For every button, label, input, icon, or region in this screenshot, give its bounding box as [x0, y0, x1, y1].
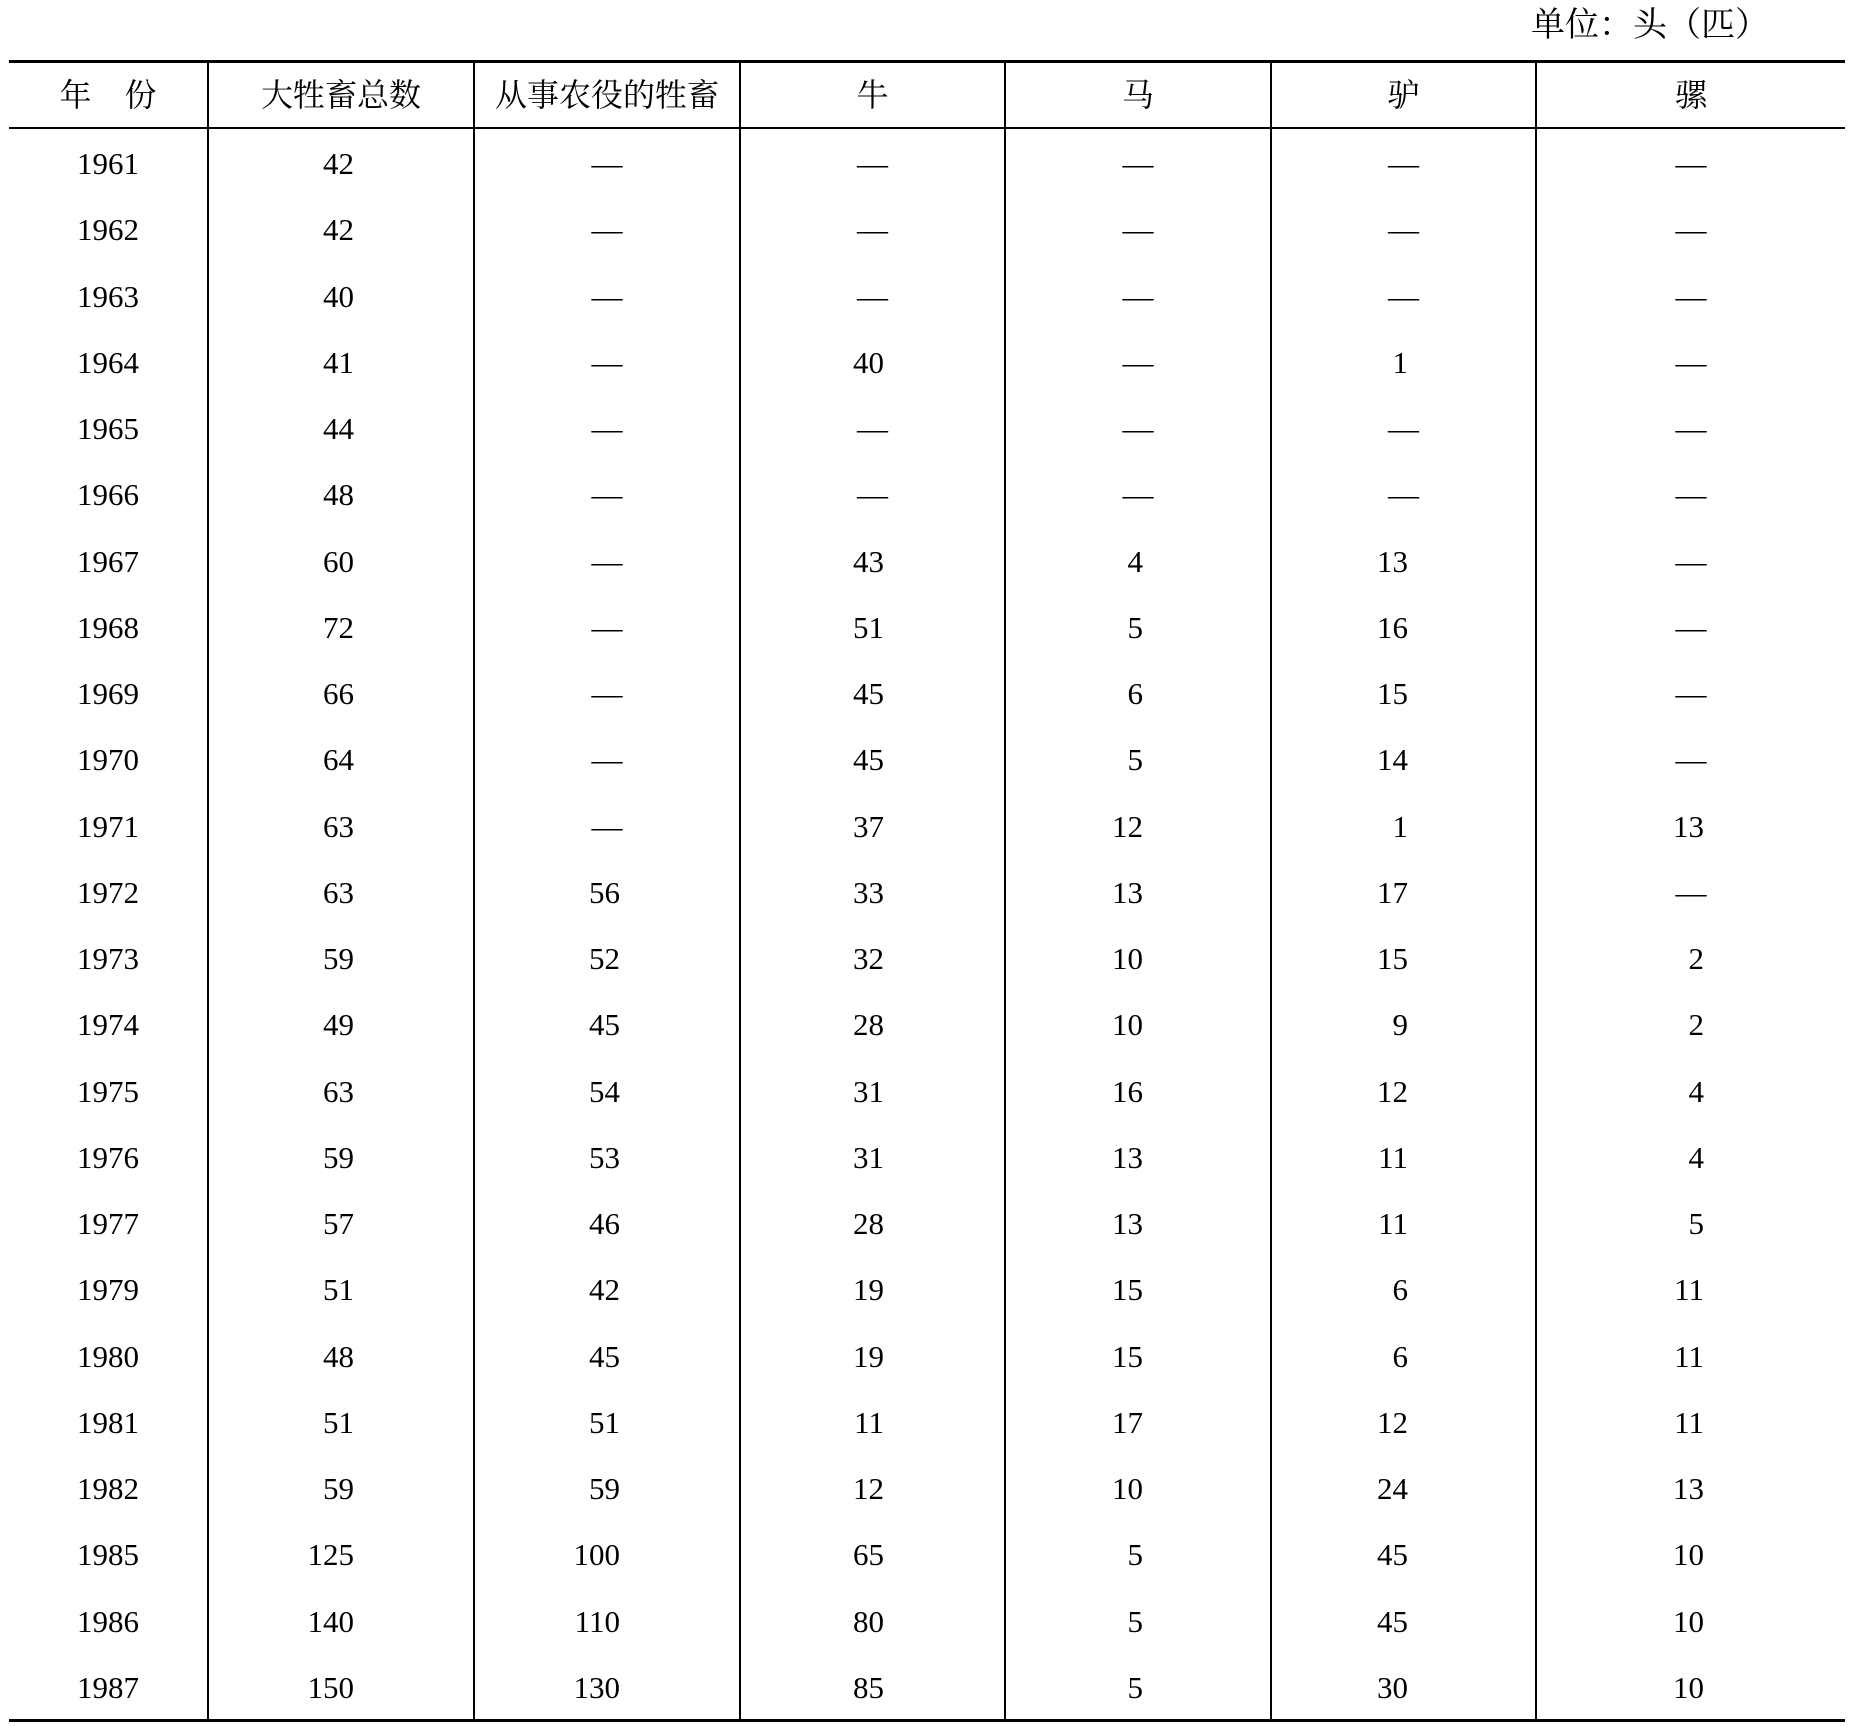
cell-total-livestock: 48: [207, 1322, 473, 1388]
cell-mule: 2: [1535, 990, 1845, 1056]
header-mule: 骡: [1535, 63, 1845, 127]
cell-cattle: 28: [739, 990, 1004, 1056]
cell-horse: —: [1004, 129, 1270, 195]
cell-mule: —: [1535, 460, 1845, 526]
cell-donkey: 6: [1270, 1255, 1535, 1321]
table-row: [9, 1123, 1845, 1189]
table-row: [9, 262, 1845, 328]
cell-donkey: 17: [1270, 858, 1535, 924]
cell-horse: 5: [1004, 1520, 1270, 1586]
cell-horse: 4: [1004, 527, 1270, 593]
cell-donkey: —: [1270, 195, 1535, 261]
cell-cattle: 65: [739, 1520, 1004, 1586]
cell-year: 1965: [77, 411, 139, 446]
header-donkey: 驴: [1270, 63, 1535, 127]
cell-horse: 6: [1004, 659, 1270, 725]
cell-horse: 13: [1004, 1123, 1270, 1189]
cell-cattle: —: [739, 129, 1004, 195]
cell-total-livestock: 63: [207, 792, 473, 858]
cell-cattle: —: [739, 394, 1004, 460]
cell-cattle: 45: [739, 659, 1004, 725]
table-row: [9, 460, 1845, 526]
table-row: [9, 129, 1845, 195]
cell-horse: 13: [1004, 858, 1270, 924]
cell-draft-livestock: 51: [473, 1388, 739, 1454]
cell-cattle: 31: [739, 1057, 1004, 1123]
cell-draft-livestock: —: [473, 593, 739, 659]
cell-mule: 10: [1535, 1653, 1845, 1719]
table-row: [9, 1057, 1845, 1123]
cell-year: 1969: [77, 676, 139, 711]
cell-year: 1976: [77, 1139, 139, 1175]
cell-horse: —: [1004, 262, 1270, 328]
cell-donkey: —: [1270, 129, 1535, 195]
cell-total-livestock: 63: [207, 858, 473, 924]
cell-donkey: 14: [1270, 725, 1535, 791]
cell-draft-livestock: —: [473, 195, 739, 261]
cell-donkey: 15: [1270, 659, 1535, 725]
cell-mule: 2: [1535, 924, 1845, 990]
cell-cattle: 80: [739, 1587, 1004, 1653]
cell-cattle: —: [739, 195, 1004, 261]
cell-year: 1971: [77, 808, 139, 844]
cell-draft-livestock: —: [473, 527, 739, 593]
cell-draft-livestock: 52: [473, 924, 739, 990]
cell-horse: 10: [1004, 990, 1270, 1056]
cell-mule: 10: [1535, 1520, 1845, 1586]
cell-total-livestock: 51: [207, 1388, 473, 1454]
cell-total-livestock: 66: [207, 659, 473, 725]
cell-year: 1964: [77, 344, 139, 380]
cell-total-livestock: 41: [207, 328, 473, 394]
table-row: [9, 1520, 1845, 1586]
cell-donkey: 45: [1270, 1520, 1535, 1586]
cell-horse: 5: [1004, 1587, 1270, 1653]
cell-year: 1967: [77, 543, 139, 579]
cell-horse: 10: [1004, 924, 1270, 990]
cell-mule: 13: [1535, 1454, 1845, 1520]
cell-mule: —: [1535, 858, 1845, 924]
cell-mule: 11: [1535, 1388, 1845, 1454]
table-row: [9, 1322, 1845, 1388]
cell-cattle: 28: [739, 1189, 1004, 1255]
cell-draft-livestock: 59: [473, 1454, 739, 1520]
cell-year: 1968: [77, 609, 139, 645]
cell-cattle: 19: [739, 1322, 1004, 1388]
cell-cattle: 31: [739, 1123, 1004, 1189]
table-row: [9, 659, 1845, 725]
cell-cattle: 40: [739, 328, 1004, 394]
cell-draft-livestock: 53: [473, 1123, 739, 1189]
header-draft-livestock: 从事农役的牲畜: [473, 63, 739, 127]
cell-donkey: 15: [1270, 924, 1535, 990]
cell-year: 1987: [77, 1669, 139, 1705]
cell-horse: —: [1004, 460, 1270, 526]
cell-cattle: 33: [739, 858, 1004, 924]
cell-donkey: 12: [1270, 1057, 1535, 1123]
cell-donkey: 9: [1270, 990, 1535, 1056]
cell-year: 1974: [77, 1007, 139, 1043]
cell-mule: 5: [1535, 1189, 1845, 1255]
cell-mule: —: [1535, 129, 1845, 195]
table-row: [9, 924, 1845, 990]
cell-total-livestock: 125: [207, 1520, 473, 1586]
cell-total-livestock: 59: [207, 1123, 473, 1189]
cell-donkey: —: [1270, 394, 1535, 460]
cell-horse: 12: [1004, 792, 1270, 858]
cell-draft-livestock: —: [473, 262, 739, 328]
cell-draft-livestock: —: [473, 659, 739, 725]
cell-cattle: 12: [739, 1454, 1004, 1520]
table-row: [9, 1454, 1845, 1520]
cell-donkey: 45: [1270, 1587, 1535, 1653]
cell-total-livestock: 51: [207, 1255, 473, 1321]
table-row: [9, 990, 1845, 1056]
cell-draft-livestock: 100: [473, 1520, 739, 1586]
table-row: [9, 1388, 1845, 1454]
cell-year: 1961: [77, 146, 139, 181]
cell-cattle: 85: [739, 1653, 1004, 1719]
cell-mule: —: [1535, 593, 1845, 659]
cell-mule: 11: [1535, 1322, 1845, 1388]
cell-mule: —: [1535, 725, 1845, 791]
table-row: [9, 1189, 1845, 1255]
cell-cattle: 32: [739, 924, 1004, 990]
cell-total-livestock: 40: [207, 262, 473, 328]
cell-total-livestock: 42: [207, 129, 473, 195]
cell-total-livestock: 49: [207, 990, 473, 1056]
cell-horse: 15: [1004, 1255, 1270, 1321]
table-row: [9, 593, 1845, 659]
cell-horse: 5: [1004, 593, 1270, 659]
cell-draft-livestock: 130: [473, 1653, 739, 1719]
cell-total-livestock: 42: [207, 195, 473, 261]
cell-year: 1980: [77, 1338, 139, 1374]
cell-horse: —: [1004, 328, 1270, 394]
cell-draft-livestock: 56: [473, 858, 739, 924]
cell-cattle: —: [739, 460, 1004, 526]
cell-cattle: 43: [739, 527, 1004, 593]
cell-cattle: 37: [739, 792, 1004, 858]
table-row: [9, 527, 1845, 593]
header-year: 年 份: [59, 77, 157, 113]
cell-total-livestock: 57: [207, 1189, 473, 1255]
cell-total-livestock: 60: [207, 527, 473, 593]
cell-total-livestock: 44: [207, 394, 473, 460]
cell-donkey: 1: [1270, 328, 1535, 394]
cell-draft-livestock: —: [473, 792, 739, 858]
cell-total-livestock: 150: [207, 1653, 473, 1719]
table-row: [9, 858, 1845, 924]
cell-horse: 16: [1004, 1057, 1270, 1123]
cell-cattle: —: [739, 262, 1004, 328]
cell-mule: —: [1535, 195, 1845, 261]
table-row: [9, 725, 1845, 791]
table-row: [9, 328, 1845, 394]
cell-year: 1982: [77, 1471, 139, 1506]
cell-mule: 10: [1535, 1587, 1845, 1653]
table-row: [9, 792, 1845, 858]
cell-draft-livestock: —: [473, 394, 739, 460]
cell-horse: —: [1004, 195, 1270, 261]
cell-donkey: 11: [1270, 1189, 1535, 1255]
cell-draft-livestock: —: [473, 328, 739, 394]
cell-year: 1966: [77, 477, 139, 513]
cell-mule: 4: [1535, 1123, 1845, 1189]
cell-year: 1962: [77, 212, 139, 248]
cell-total-livestock: 48: [207, 460, 473, 526]
cell-year: 1973: [77, 941, 139, 976]
cell-draft-livestock: —: [473, 725, 739, 791]
cell-draft-livestock: —: [473, 460, 739, 526]
cell-total-livestock: 64: [207, 725, 473, 791]
table-row: [9, 1587, 1845, 1653]
cell-donkey: 6: [1270, 1322, 1535, 1388]
cell-donkey: 1: [1270, 792, 1535, 858]
cell-year: 1972: [77, 874, 139, 910]
cell-year: 1977: [77, 1206, 139, 1241]
cell-draft-livestock: 42: [473, 1255, 739, 1321]
cell-mule: —: [1535, 394, 1845, 460]
cell-donkey: 30: [1270, 1653, 1535, 1719]
header-horse: 马: [1004, 63, 1270, 127]
cell-draft-livestock: 45: [473, 990, 739, 1056]
livestock-table: [9, 60, 1845, 1722]
cell-cattle: 11: [739, 1388, 1004, 1454]
cell-mule: —: [1535, 659, 1845, 725]
table-row: [9, 195, 1845, 261]
cell-mule: —: [1535, 328, 1845, 394]
cell-draft-livestock: —: [473, 129, 739, 195]
cell-total-livestock: 59: [207, 1454, 473, 1520]
cell-year: 1975: [77, 1073, 139, 1109]
cell-horse: 10: [1004, 1454, 1270, 1520]
table-row: [9, 1255, 1845, 1321]
cell-donkey: 13: [1270, 527, 1535, 593]
cell-mule: 13: [1535, 792, 1845, 858]
cell-horse: 5: [1004, 1653, 1270, 1719]
header-cattle: 牛: [739, 63, 1004, 127]
table-body: [9, 129, 1845, 1719]
cell-year: 1985: [77, 1537, 139, 1573]
cell-donkey: 11: [1270, 1123, 1535, 1189]
cell-horse: 13: [1004, 1189, 1270, 1255]
cell-horse: 17: [1004, 1388, 1270, 1454]
cell-horse: 5: [1004, 725, 1270, 791]
table-row: [9, 1653, 1845, 1719]
cell-year: 1981: [77, 1404, 139, 1440]
unit-label: 单位：头（匹）: [1531, 7, 1769, 44]
cell-total-livestock: 72: [207, 593, 473, 659]
cell-horse: —: [1004, 394, 1270, 460]
cell-donkey: —: [1270, 460, 1535, 526]
cell-cattle: 19: [739, 1255, 1004, 1321]
cell-horse: 15: [1004, 1322, 1270, 1388]
cell-cattle: 51: [739, 593, 1004, 659]
cell-year: 1986: [77, 1603, 139, 1639]
cell-draft-livestock: 54: [473, 1057, 739, 1123]
cell-draft-livestock: 45: [473, 1322, 739, 1388]
cell-draft-livestock: 46: [473, 1189, 739, 1255]
cell-total-livestock: 140: [207, 1587, 473, 1653]
table-header-row: [9, 63, 1845, 129]
cell-cattle: 45: [739, 725, 1004, 791]
cell-donkey: 16: [1270, 593, 1535, 659]
cell-year: 1970: [77, 742, 139, 778]
cell-year: 1979: [77, 1272, 139, 1308]
cell-total-livestock: 59: [207, 924, 473, 990]
cell-donkey: —: [1270, 262, 1535, 328]
cell-year: 1963: [77, 278, 139, 314]
cell-donkey: 12: [1270, 1388, 1535, 1454]
cell-draft-livestock: 110: [473, 1587, 739, 1653]
cell-mule: 4: [1535, 1057, 1845, 1123]
cell-total-livestock: 63: [207, 1057, 473, 1123]
cell-mule: —: [1535, 527, 1845, 593]
cell-mule: 11: [1535, 1255, 1845, 1321]
cell-donkey: 24: [1270, 1454, 1535, 1520]
header-total-livestock: 大牲畜总数: [207, 63, 473, 127]
cell-mule: —: [1535, 262, 1845, 328]
table-row: [9, 394, 1845, 460]
